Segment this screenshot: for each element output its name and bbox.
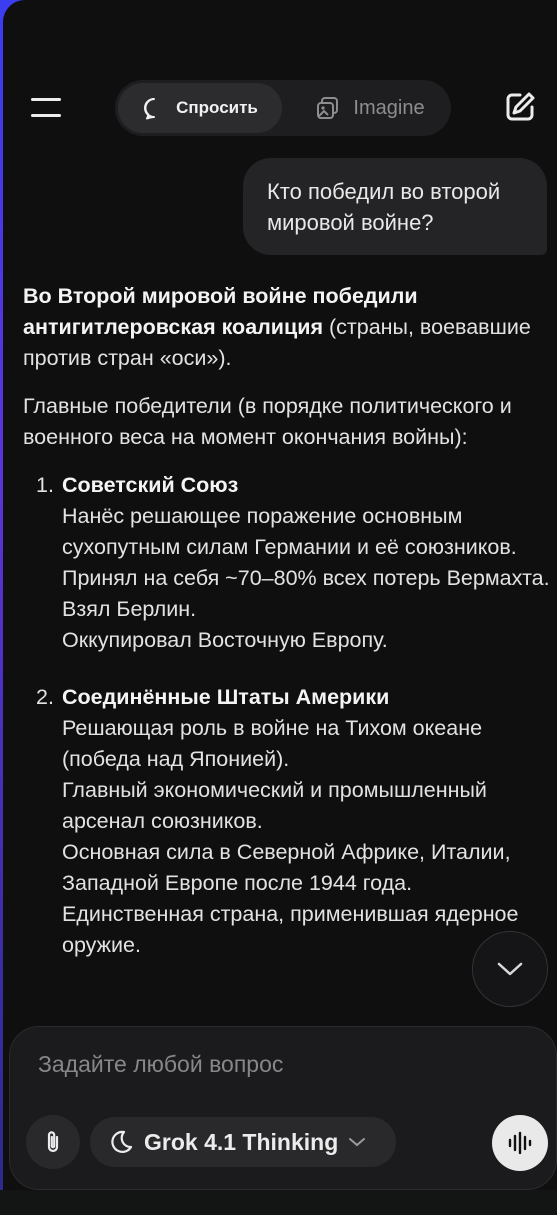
- mode-imagine-label: Imagine: [353, 96, 425, 119]
- answer-intro-bold: Во Второй мировой войне победили антигитлеровская коалиция: [23, 284, 418, 339]
- edit-icon[interactable]: [503, 90, 537, 124]
- list-item-title: Советский Союз: [62, 473, 239, 497]
- chat-bubble-icon: [142, 96, 166, 120]
- app-window: [3, 0, 557, 1215]
- list-item-title: Соединённые Штаты Америки: [62, 685, 390, 709]
- list-item-line: Решающая роль в войне на Тихом океане (победа над Японией).: [62, 716, 483, 771]
- top-bar: [3, 78, 557, 138]
- list-item: [23, 682, 553, 961]
- scroll-down-button[interactable]: [472, 931, 548, 1007]
- mode-imagine-button[interactable]: [295, 83, 445, 133]
- chevron-down-icon: [348, 1136, 366, 1148]
- attach-button[interactable]: [26, 1115, 80, 1169]
- waveform-icon: [507, 1131, 533, 1155]
- hamburger-menu-icon[interactable]: [31, 98, 61, 118]
- mode-switch: [115, 80, 451, 136]
- list-number: 2.: [36, 685, 54, 709]
- mode-ask-button[interactable]: [118, 83, 282, 133]
- composer: [9, 1026, 557, 1190]
- list-item-line: Основная сила в Северной Африке, Италии, Западной Европе после 1944 года.: [62, 840, 511, 895]
- list-item-line: Взял Берлин.: [62, 597, 197, 621]
- user-message-bubble: Кто победил во второй мировой войне?: [243, 158, 547, 255]
- list-item-line: Единственная страна, применившая ядерное оружие.: [62, 902, 519, 957]
- list-item: [23, 470, 553, 656]
- answer-intro-rest: (страны, воевавшие против стран «оси»).: [23, 315, 531, 370]
- list-item-line: Оккупировал Восточную Европу.: [62, 628, 388, 652]
- moon-icon: [108, 1129, 134, 1155]
- list-number: 1.: [36, 473, 54, 497]
- assistant-answer: [23, 281, 553, 987]
- model-label: Grok 4.1 Thinking: [144, 1128, 339, 1155]
- bottom-strip: [0, 1190, 557, 1215]
- image-stack-icon: [315, 95, 341, 121]
- answer-lead: Главные победители (в порядке политического и военного веса на момент окончания войны):: [23, 394, 512, 449]
- voice-mode-button[interactable]: [492, 1115, 548, 1171]
- list-item-line: Принял на себя ~70–80% всех потерь Вермахта.: [62, 566, 550, 590]
- list-item-line: Главный экономический и промышленный арсенал союзников.: [62, 778, 487, 833]
- chevron-down-icon: [496, 961, 524, 977]
- mode-ask-label: Спросить: [176, 98, 258, 117]
- message-input[interactable]: [36, 1043, 480, 1085]
- model-selector[interactable]: [90, 1117, 396, 1167]
- list-item-line: Нанёс решающее поражение основным сухопутным силам Германии и её союзников.: [62, 504, 517, 559]
- answer-intro: [23, 281, 553, 374]
- paperclip-icon: [43, 1129, 63, 1155]
